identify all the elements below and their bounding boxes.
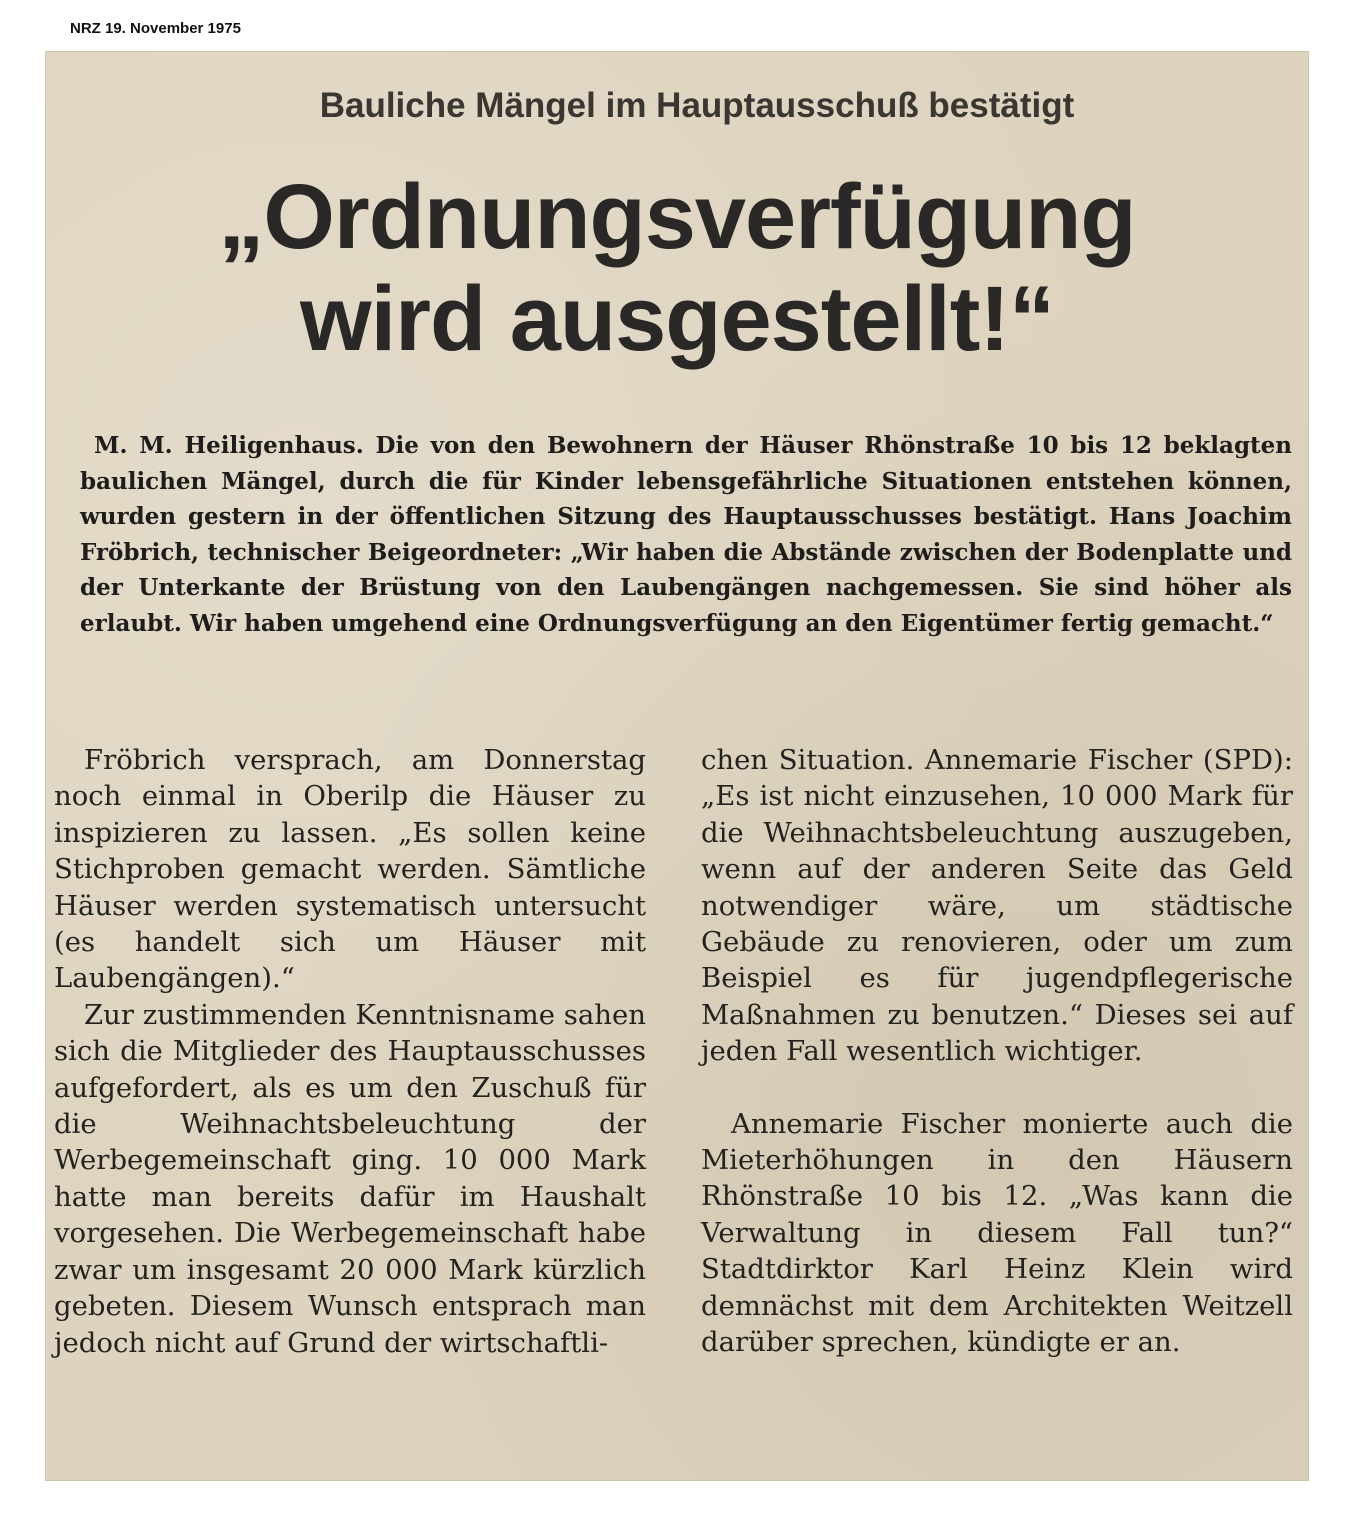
newspaper-clipping bbox=[46, 52, 1308, 1480]
right-paragraph-1: chen Situation. Annemarie Fischer (SPD): „Es ist nicht einzusehen, 10 000 Mark für die Weihnachtsbeleuchtung auszugeben, wenn auf der anderen Seite das Geld notwendiger wäre, um städtische Gebäude zu renovieren, oder um zum Beispiel es für jugendpflegerische Maßnahmen zu benutzen.“ Dieses sei auf jeden Fall wesentlich wichtiger. bbox=[701, 744, 1293, 1068]
left-column bbox=[54, 742, 646, 1361]
article-lead: M. M. Heiligenhaus. Die von den Bewohnern der Häuser Rhönstraße 10 bis 12 beklagten baulichen Mängel, durch die für Kinder lebensgefährliche Situationen entstehen können, wurden gestern in der öffentlichen Sitzung des Hauptausschusses bestätigt. Hans Joachim Fröbrich, technischer Beigeordneter: „Wir haben die Abstände zwischen der Bodenplatte und der Unterkante der Brüstung von den Laubengängen nachgemessen. Sie sind höher als erlaubt. Wir haben umgehend eine Ordnungsverfügung an den Eigentümer fertig gemacht.“ bbox=[80, 432, 1292, 637]
headline-line-2: wird ausgestellt!“ bbox=[300, 268, 1054, 370]
article-headline bbox=[76, 166, 1278, 370]
left-paragraph-2: Zur zustimmenden Kenntnisname sahen sich die Mitglieder des Hauptausschusses aufgefordert, als es um den Zuschuß für die Weihnachtsbeleuchtung der Werbegemeinschaft ging. 10 000 Mark hatte man bereits dafür im Haushalt vorgesehen. Die Werbegemeinschaft habe zwar um insgesamt 20 000 Mark kürzlich gebeten. Diesem Wunsch entsprach man jedoch nicht auf Grund der wirtschaftli- bbox=[54, 998, 646, 1359]
right-column bbox=[701, 742, 1293, 1361]
source-label: NRZ 19. November 1975 bbox=[70, 20, 241, 37]
headline-line-1: „Ordnungsverfügung bbox=[218, 166, 1136, 268]
left-paragraph-1: Fröbrich versprach, am Donnerstag noch einmal in Oberilp die Häuser zu inspizieren zu lassen. „Es sollen keine Stichproben gemacht werden. Sämtliche Häuser werden systematisch untersucht (es handelt sich um Häuser mit Laubengängen).“ bbox=[54, 744, 646, 995]
article-kicker: Bauliche Mängel im Hauptausschuß bestätigt bbox=[319, 86, 1075, 125]
right-paragraph-2: Annemarie Fischer monierte auch die Mieterhöhungen in den Häusern Rhönstraße 10 bis 12. „Was kann die Verwaltung in diesem Fall tun?“ Stadtdirktor Karl Heinz Klein wird demnächst mit dem Architekten Weitzell darüber sprechen, kündigte er an. bbox=[701, 1107, 1293, 1359]
